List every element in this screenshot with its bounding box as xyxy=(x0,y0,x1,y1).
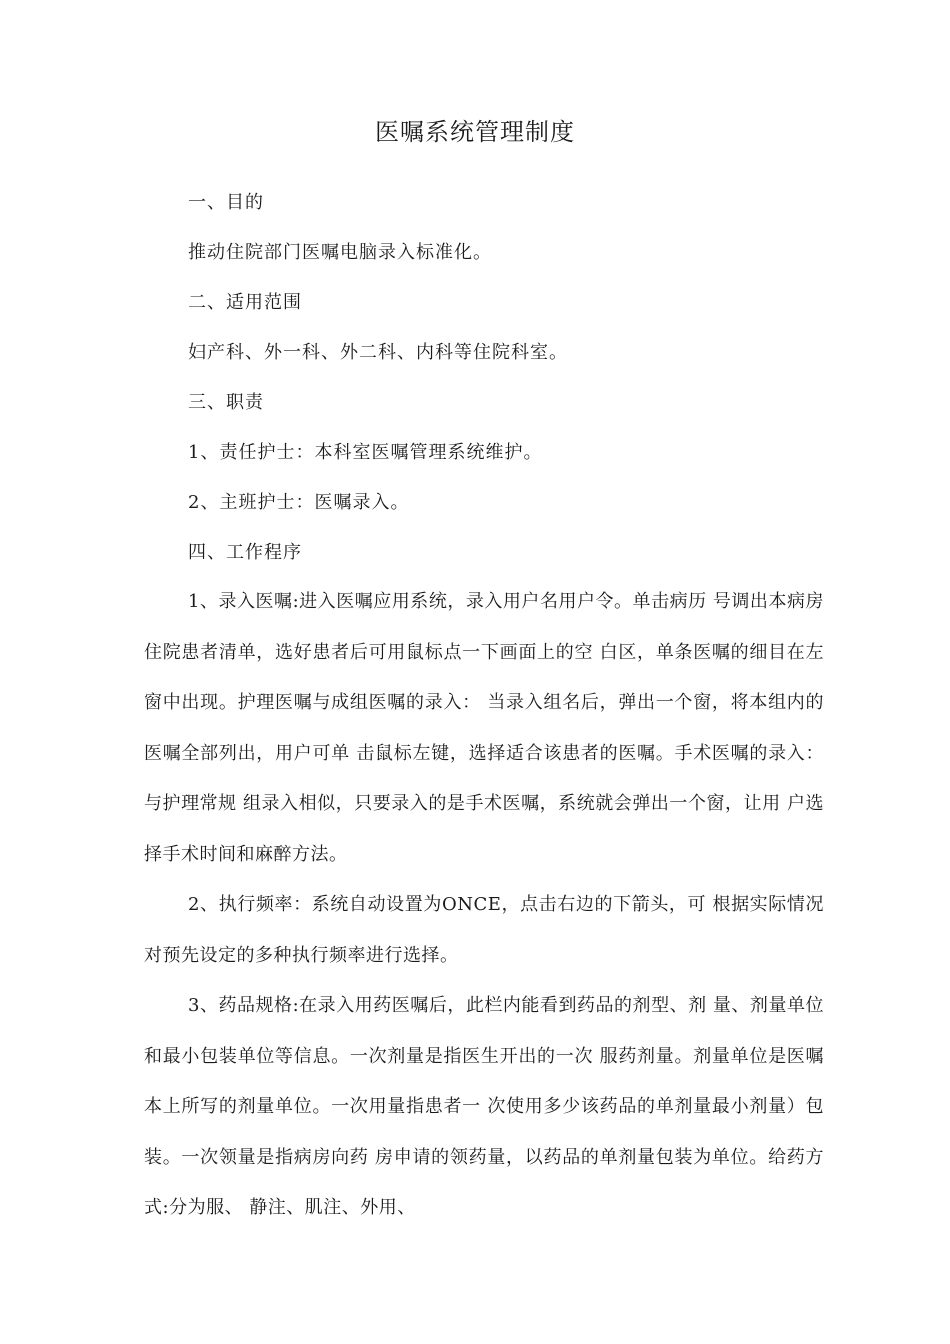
procedure-paragraph-1: 1、录入医嘱:进入医嘱应用系统，录入用户名用户令。单击病历 号调出本病房住院患者清单，选好患者后可用鼠标点一下画面上的空 白区，单条医嘱的细目在左窗中出现。护理医嘱与成组医嘱的录入： 当录入组名后，弹出一个窗，将本组内的医嘱全部列出，用户可单 击鼠标左键，选择适合该患者的医嘱。手术医嘱的录入：与护理常规 组录入相似，只要录入的是手术医嘱，系统就会弹出一个窗，让用 户选择手术时间和麻醉方法。 xyxy=(144,591,824,865)
procedure-paragraph-2: 2、执行频率：系统自动设置为ONCE，点击右边的下箭头，可 根据实际情况对预先设定的多种执行频率进行选择。 xyxy=(144,894,824,966)
section-heading-purpose: 一、目的 xyxy=(188,192,264,213)
duty-item-1: 1、责任护士：本科室医嘱管理系统维护。 xyxy=(188,442,543,463)
section-heading-scope: 二、适用范围 xyxy=(188,292,302,313)
scope-text: 妇产科、外一科、外二科、内科等住院科室。 xyxy=(188,342,568,363)
duty-item-2: 2、主班护士：医嘱录入。 xyxy=(188,492,410,513)
purpose-text: 推动住院部门医嘱电脑录入标准化。 xyxy=(188,242,492,263)
section-heading-procedure: 四、工作程序 xyxy=(188,542,302,563)
section-heading-duties: 三、职责 xyxy=(188,392,264,413)
document-title: 医嘱系统管理制度 xyxy=(375,118,575,146)
procedure-paragraph-3: 3、药品规格:在录入用药医嘱后，此栏内能看到药品的剂型、剂 量、剂量单位和最小包装单位等信息。一次剂量是指医生开出的一次 服药剂量。剂量单位是医嘱本上所写的剂量单位。一次用量指患者一 次使用多少该药品的单剂量最小剂量）包装。一次领量是指病房向药 房申请的领药量，以药品的单剂量包装为单位。给药方式:分为服、 静注、肌注、外用、 xyxy=(144,995,824,1219)
